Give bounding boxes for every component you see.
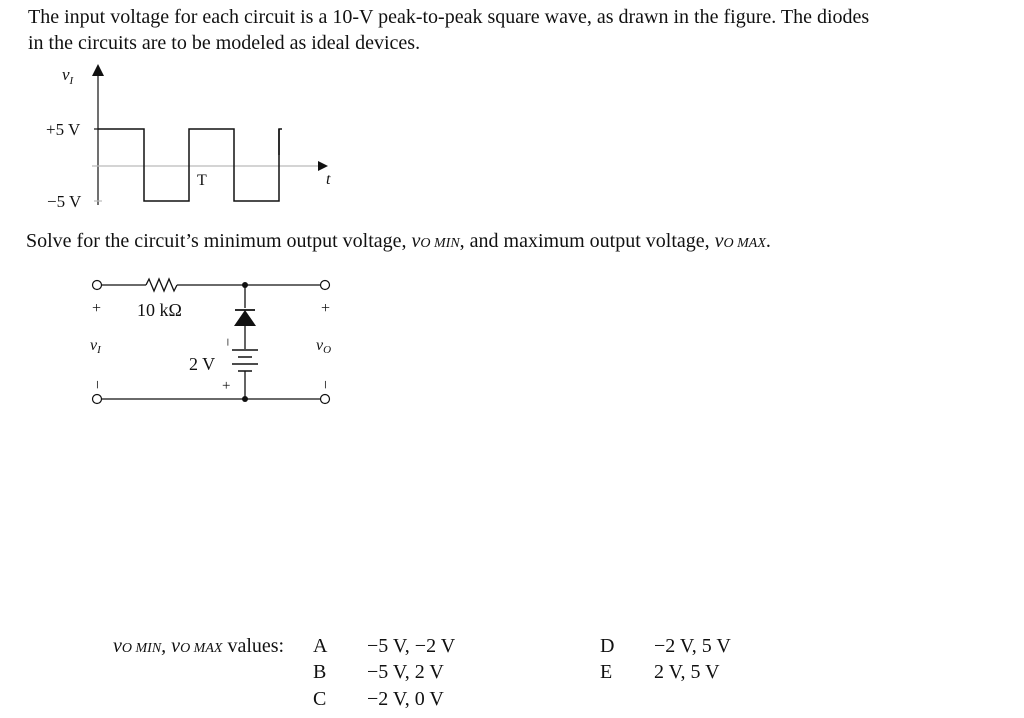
battery-label: 2 V — [189, 354, 216, 374]
resistor-symbol — [146, 279, 177, 291]
option-d-letter[interactable]: D — [600, 635, 615, 657]
battery-plus-sign: + — [222, 378, 231, 394]
option-b-value[interactable]: −5 V, 2 V — [367, 661, 444, 683]
option-e-letter[interactable]: E — [600, 661, 613, 683]
diode-symbol — [234, 310, 256, 326]
option-a-letter[interactable]: A — [313, 635, 328, 657]
option-c-letter[interactable]: C — [313, 688, 327, 710]
output-voltage-label: vO — [316, 337, 332, 356]
input-plus-sign: + — [92, 300, 102, 317]
input-terminal-top — [93, 281, 102, 290]
question-text: Solve for the circuit’s minimum output voltage, vO MIN, and maximum output voltage, vO MAX. — [26, 230, 771, 252]
waveform-period-label: T — [197, 172, 207, 189]
input-terminal-bottom — [93, 395, 102, 404]
square-wave-figure — [0, 55, 360, 220]
circuit-diagram — [80, 270, 350, 415]
square-wave-trace — [98, 129, 282, 201]
resistor-label: 10 kΩ — [137, 300, 182, 320]
option-c-value[interactable]: −2 V, 0 V — [367, 688, 444, 710]
output-terminal-bottom — [321, 395, 330, 404]
output-terminal-top — [321, 281, 330, 290]
option-e-value[interactable]: 2 V, 5 V — [654, 661, 720, 683]
input-voltage-label: vI — [90, 337, 101, 356]
output-plus-sign: + — [321, 300, 331, 317]
x-axis-arrow-icon — [318, 161, 328, 171]
battery-minus-sign: − — [219, 338, 235, 347]
option-d-value[interactable]: −2 V, 5 V — [654, 635, 731, 657]
intro-line-2: in the circuits are to be modeled as ideal devices. — [28, 32, 421, 54]
answer-prompt: vO MIN, vO MAX values: — [113, 635, 285, 657]
waveform-high-label: +5 V — [46, 120, 81, 139]
waveform-y-label: $v_I$ — [62, 65, 74, 87]
waveform-low-label: −5 V — [47, 192, 82, 211]
input-minus-sign: − — [88, 380, 105, 390]
option-a-value[interactable]: −5 V, −2 V — [367, 635, 456, 657]
waveform-x-label: t — [326, 171, 331, 188]
intro-line-1: The input voltage for each circuit is a 10-V peak-to-peak square wave, as drawn in the figure. The diodes — [28, 6, 870, 28]
output-minus-sign: − — [316, 380, 333, 390]
option-b-letter[interactable]: B — [313, 661, 327, 683]
